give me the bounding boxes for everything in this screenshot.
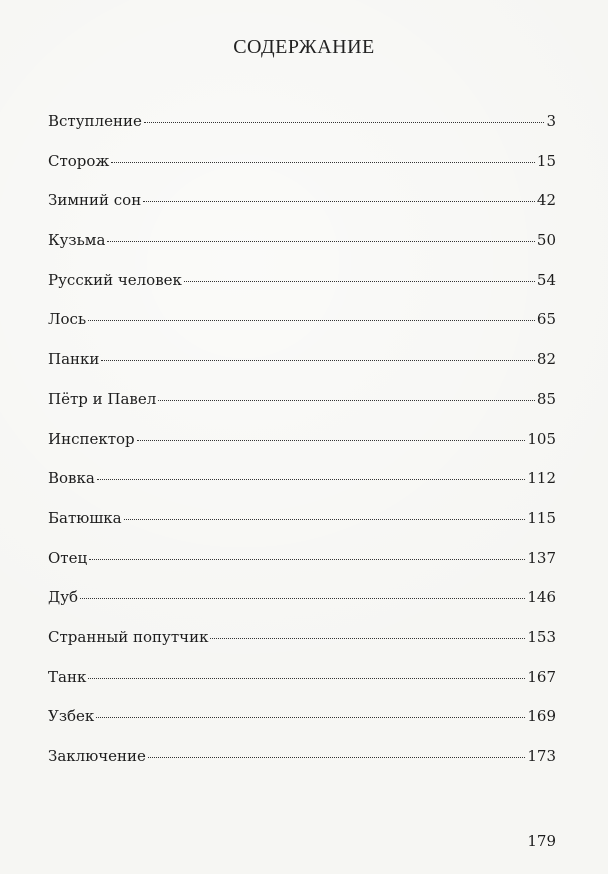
toc-entry-page: 169 (527, 707, 556, 726)
toc-entry (48, 747, 556, 787)
toc-entry-page: 65 (536, 310, 556, 329)
toc-entry-label: Кузьма (48, 231, 106, 250)
toc-entry-label: Батюшка (48, 508, 122, 527)
toc-entry-label: Танк (48, 667, 87, 686)
dot-leader (143, 201, 535, 202)
toc-entry (48, 588, 556, 628)
toc-entry (48, 628, 556, 668)
toc-entry (48, 310, 556, 350)
page-number: 179 (527, 832, 556, 850)
toc-entry-page: 3 (546, 112, 556, 130)
toc-entry-label: Вступление (48, 112, 142, 130)
toc-entry-label: Зимний сон (48, 191, 142, 210)
dot-leader (89, 559, 525, 560)
toc-entry-label: Узбек (48, 707, 95, 726)
page-title: СОДЕРЖАНИЕ (233, 36, 375, 58)
toc-entry-page: 105 (527, 429, 556, 448)
toc-entry-label: Вовка (48, 469, 95, 488)
toc-entry-page: 42 (536, 191, 556, 210)
dot-leader (96, 717, 525, 718)
toc-entry-label: Пётр и Павел (48, 389, 157, 408)
dot-leader (124, 519, 526, 520)
toc-entry-page: 173 (527, 747, 556, 765)
table-of-contents (48, 112, 556, 787)
dot-leader (97, 479, 526, 480)
toc-entry (48, 191, 556, 231)
toc-entry (48, 469, 556, 509)
toc-entry (48, 509, 556, 549)
toc-entry-label: Отец (48, 548, 88, 567)
dot-leader (148, 757, 525, 758)
toc-entry (48, 430, 556, 470)
toc-entry (48, 152, 556, 192)
dot-leader (137, 440, 526, 441)
toc-entry-page: 15 (536, 151, 556, 170)
dot-leader (88, 678, 525, 679)
toc-entry-label: Дуб (48, 588, 79, 607)
dot-leader (107, 241, 535, 242)
toc-entry-page: 85 (536, 389, 556, 408)
toc-entry-label: Инспектор (48, 429, 135, 448)
dot-leader (88, 320, 535, 321)
dot-leader (144, 122, 545, 123)
toc-entry-page: 167 (527, 667, 556, 686)
toc-entry-page: 50 (536, 231, 556, 250)
dot-leader (184, 281, 535, 282)
toc-entry-label: Русский человек (48, 270, 182, 289)
toc-entry-page: 146 (527, 588, 556, 607)
toc-entry-label: Лось (48, 310, 87, 329)
toc-entry-page: 54 (536, 270, 556, 289)
toc-entry (48, 271, 556, 311)
toc-entry-page: 82 (536, 350, 556, 369)
toc-entry-page: 153 (527, 627, 556, 646)
toc-entry-label: Странный попутчик (48, 627, 209, 646)
toc-entry (48, 231, 556, 271)
dot-leader (158, 400, 535, 401)
dot-leader (101, 360, 535, 361)
toc-entry-label: Сторож (48, 151, 110, 170)
dot-leader (80, 598, 525, 599)
dot-leader (210, 638, 525, 639)
toc-entry-page: 112 (527, 469, 556, 488)
toc-entry (48, 350, 556, 390)
toc-entry (48, 668, 556, 708)
dot-leader (111, 162, 535, 163)
toc-entry (48, 112, 556, 152)
toc-entry-page: 115 (527, 508, 556, 527)
toc-entry-label: Заключение (48, 747, 146, 765)
toc-entry (48, 549, 556, 589)
toc-entry (48, 707, 556, 747)
toc-entry (48, 390, 556, 430)
toc-entry-page: 137 (527, 548, 556, 567)
toc-entry-label: Панки (48, 350, 100, 369)
